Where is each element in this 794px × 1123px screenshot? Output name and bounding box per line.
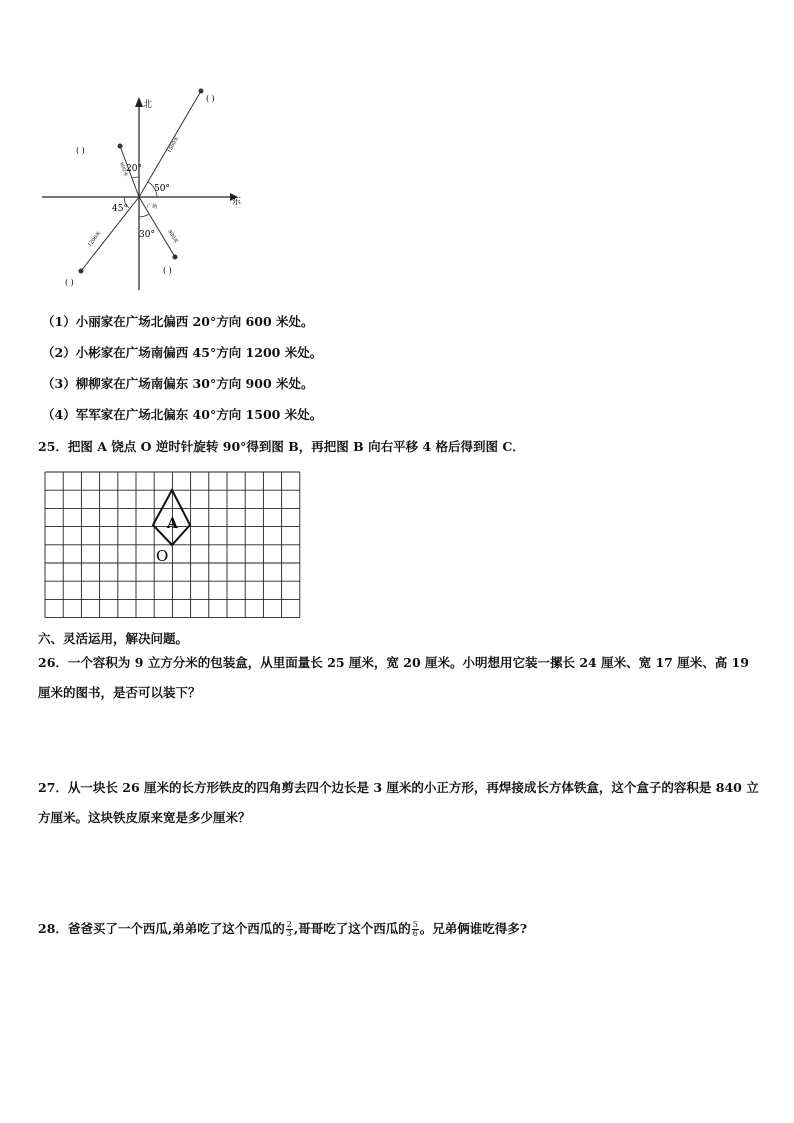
shape-a-label: A [167, 516, 178, 532]
arc-20 [132, 177, 139, 178]
q24-item-4: （4）军军家在广场北偏东 40°方向 1500 米处。 [42, 407, 323, 422]
q24-item-3: （3）柳柳家在广场南偏东 30°方向 900 米处。 [42, 376, 314, 391]
q24-item-2: （2）小彬家在广场南偏西 45°方向 1200 米处。 [42, 345, 323, 360]
distance-1500-label: 1500米 [166, 135, 181, 154]
point-o-label: O [156, 547, 169, 565]
north-arrow [135, 97, 143, 107]
distance-900-label: 900米 [166, 228, 179, 245]
angle-20-label: 20° [126, 164, 142, 174]
blank-900: ( ) [163, 266, 172, 275]
square-label: 广场 [147, 204, 158, 210]
q28-part1: 28．爸爸买了一个西瓜,弟弟吃了这个西瓜的 [38, 921, 285, 936]
q27-text: 27．从一块长 26 厘米的长方形铁皮的四角剪去四个边长是 3 厘米的小正方形，再焊接成长方体铁盒，这个盒子的容积是 840 立方厘米。这块铁皮原来宽是多少厘米？ [38, 780, 759, 825]
blank-600: ( ) [76, 146, 85, 155]
distance-600-label: 600米 [118, 161, 129, 178]
north-label: 北 [143, 100, 153, 110]
distance-1200-label: 1200米 [86, 230, 103, 249]
blank-1500: ( ) [206, 94, 215, 103]
q28-text [38, 918, 527, 940]
blank-1200: ( ) [65, 278, 74, 287]
q25-text: 25．把图 A 饶点 O 逆时针旋转 90°得到图 B，再把图 B 向右平移 4 格后得到图 C． [38, 439, 525, 454]
angle-50-label: 50° [154, 184, 170, 194]
point-1500 [199, 89, 204, 94]
section6-title: 六、灵活运用，解决问题。 [38, 631, 189, 646]
q24-item-1: （1）小丽家在广场北偏西 20°方向 600 米处。 [42, 314, 314, 329]
east-label: 东 [232, 197, 242, 207]
point-1200 [79, 269, 84, 274]
angle-45-label: 45° [112, 204, 128, 214]
compass-diagram [30, 85, 260, 300]
q28-part2: ,哥哥吃了这个西瓜的 [293, 921, 411, 936]
q28-fraction-1: $\frac{2}{3}$ [286, 920, 292, 938]
point-600 [118, 144, 123, 149]
q28-fraction-2: $\frac{5}{6}$ [412, 920, 418, 938]
arc-30 [139, 214, 149, 217]
point-900 [173, 255, 178, 260]
q28-part3: 。兄弟俩谁吃得多? [419, 921, 528, 936]
angle-30-label: 30° [139, 230, 155, 240]
ray-1200 [81, 197, 139, 271]
q25-grid [44, 471, 302, 621]
q26-text: 26．一个容积为 9 立方分米的包装盒，从里面量长 25 厘米，宽 20 厘米。小明想用它装一摞长 24 厘米、宽 17 厘米、高 19 厘米的图书，是否可以装下？ [38, 655, 749, 700]
